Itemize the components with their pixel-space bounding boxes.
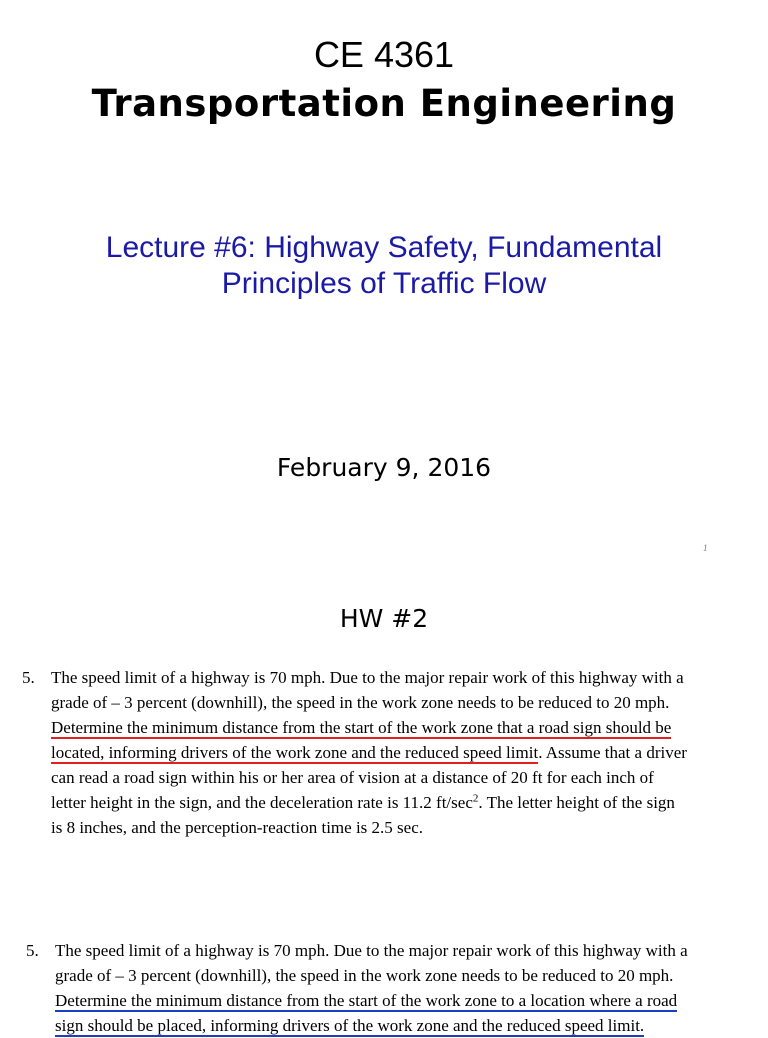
problem-line: can read a road sign within his or her area of vision at a distance of 20 ft for each inch of — [51, 768, 654, 787]
lecture-date: February 9, 2016 — [276, 453, 492, 482]
course-title: Transportation Engineering — [91, 82, 677, 125]
problem-line — [51, 740, 742, 765]
problem-number: 5. — [26, 941, 39, 960]
problem-line: is 8 inches, and the perception-reaction time is 2.5 sec. — [51, 818, 423, 837]
lecture-title-line-2: Principles of Traffic Flow — [221, 267, 547, 300]
superscript: 2 — [472, 792, 479, 805]
problem-line — [55, 988, 742, 1013]
homework-problem — [22, 665, 742, 840]
problem-text — [55, 938, 742, 1038]
course-code: CE 4361 — [313, 34, 455, 75]
lecture-title — [40, 230, 728, 302]
underlined-text: Determine the minimum distance from the start of the work zone that a road sign should be — [51, 718, 672, 737]
page-number: 1 — [703, 543, 708, 553]
problem-number: 5. — [22, 668, 35, 687]
problem-line: grade of – 3 percent (downhill), the speed in the work zone needs to be reduced to 20 mph. — [51, 693, 670, 712]
lecture-title-line-1: Lecture #6: Highway Safety, Fundamental — [105, 231, 663, 264]
homework-problem — [26, 938, 742, 1038]
problem-text — [51, 665, 742, 840]
problem-line — [51, 715, 742, 740]
homework-slide-partial — [0, 905, 768, 1035]
underlined-text: located, informing drivers of the work zone and the reduced speed limit — [51, 743, 539, 762]
problem-text-pre: letter height in the sign, and the deceleration rate is 11.2 ft/sec — [51, 793, 473, 812]
problem-text-rest: . Assume that a driver — [538, 743, 687, 762]
problem-line — [55, 1013, 742, 1038]
problem-text-post: . The letter height of the sign — [478, 793, 675, 812]
problem-line: The speed limit of a highway is 70 mph. Due to the major repair work of this highway with a — [55, 941, 688, 960]
problem-line: grade of – 3 percent (downhill), the speed in the work zone needs to be reduced to 20 mph. — [55, 966, 674, 985]
homework-slide — [0, 575, 768, 905]
underlined-text: Determine the minimum distance from the start of the work zone to a location where a road — [55, 991, 678, 1010]
underlined-text: sign should be placed, informing drivers of the work zone and the reduced speed limit. — [55, 1016, 645, 1035]
homework-title: HW #2 — [339, 604, 429, 633]
problem-line: The speed limit of a highway is 70 mph. Due to the major repair work of this highway with a — [51, 668, 684, 687]
problem-line — [51, 790, 742, 815]
